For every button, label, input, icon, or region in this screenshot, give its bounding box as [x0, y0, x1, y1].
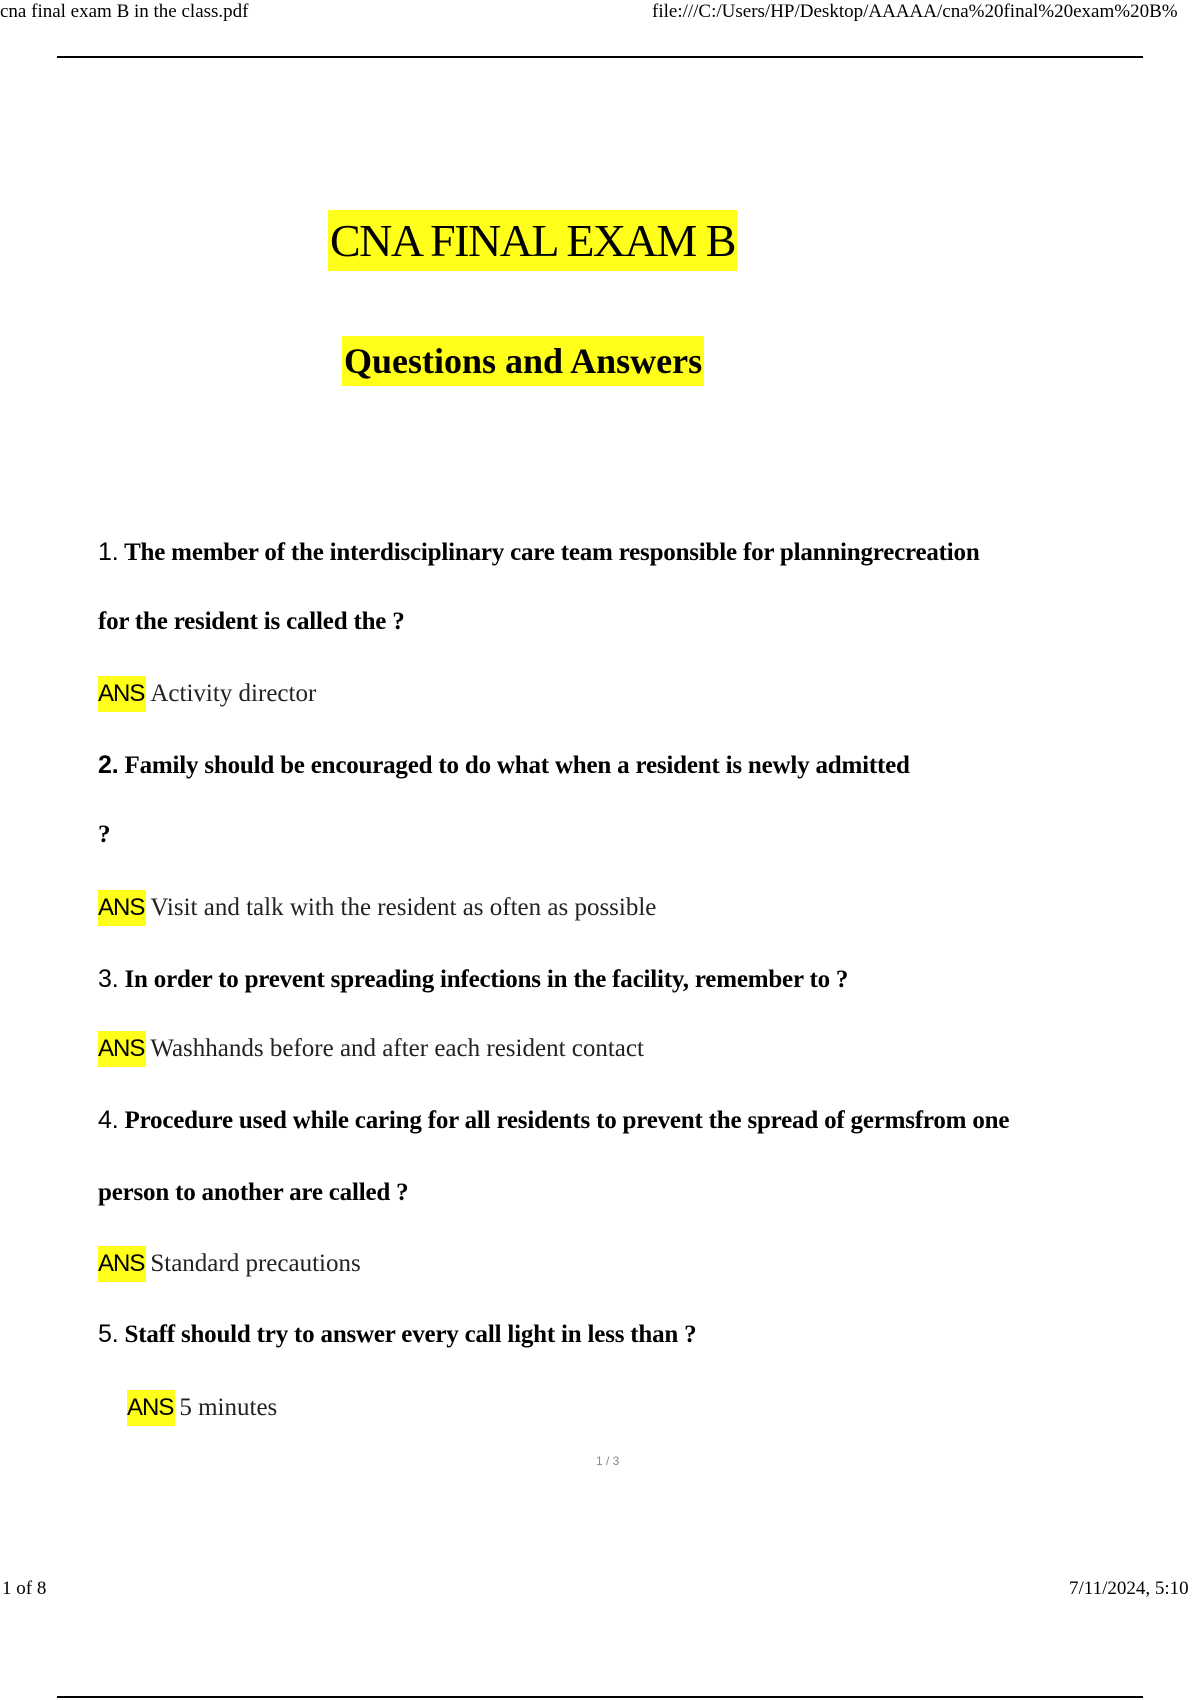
question-4-line-1 [98, 1104, 1009, 1136]
answer-1 [98, 676, 316, 708]
question-5-text-line-1: Staff should try to answer every call light in less than ? [124, 1321, 697, 1348]
question-2-line-1 [98, 749, 910, 781]
question-1-line-2: for the resident is called the ? [98, 608, 405, 635]
document-subtitle: Questions and Answers [342, 336, 704, 386]
page-indicator: 1 / 3 [596, 1454, 620, 1468]
answer-2-text: Visit and talk with the resident as often as possible [150, 894, 657, 921]
question-4-text-line-1: Procedure used while caring for all residents to prevent the spread of germsfrom one [124, 1107, 1010, 1134]
print-header-file-url: file:///C:/Users/HP/Desktop/AAAAA/cna%20final%20exam%20B% [652, 1, 1178, 22]
answer-4-text: Standard precautions [150, 1250, 361, 1277]
question-5-line-1 [98, 1318, 697, 1350]
footer-rule [57, 1696, 1143, 1698]
question-4-number: 4. [98, 1106, 119, 1134]
print-footer-datetime: 7/11/2024, 5:10 [1069, 1578, 1189, 1599]
question-2-line-2: ? [98, 821, 111, 848]
print-footer-page-count: 1 of 8 [2, 1578, 47, 1599]
answer-3-text: Washhands before and after each resident contact [150, 1035, 644, 1062]
print-header [0, 0, 1200, 26]
question-1-line-1 [98, 536, 980, 568]
question-3-number: 3. [98, 965, 119, 993]
answer-5-label: ANS [127, 1390, 175, 1426]
answer-4 [98, 1246, 361, 1278]
answer-1-text: Activity director [150, 680, 317, 707]
answer-5 [127, 1390, 277, 1422]
answer-1-label: ANS [98, 676, 146, 712]
question-4-line-2: person to another are called ? [98, 1179, 409, 1206]
answer-2-label: ANS [98, 890, 146, 926]
question-3-text-line-1: In order to prevent spreading infections in the facility, remember to ? [124, 966, 849, 993]
document-title: CNA FINAL EXAM B [328, 210, 737, 271]
answer-5-text: 5 minutes [179, 1394, 278, 1421]
question-2-text-line-1: Family should be encouraged to do what when a resident is newly admitted [124, 752, 910, 779]
print-header-doc-title: cna final exam B in the class.pdf [0, 1, 249, 22]
question-3-line-1 [98, 963, 848, 995]
answer-4-label: ANS [98, 1246, 146, 1282]
question-1-text-line-1: The member of the interdisciplinary care team responsible for planningrecreation [124, 539, 980, 566]
question-2-number: 2. [98, 751, 119, 779]
answer-3-label: ANS [98, 1031, 146, 1067]
answer-3 [98, 1031, 644, 1063]
header-rule [57, 56, 1143, 58]
answer-2 [98, 890, 656, 922]
question-1-number: 1. [98, 538, 119, 566]
question-5-number: 5. [98, 1320, 119, 1348]
